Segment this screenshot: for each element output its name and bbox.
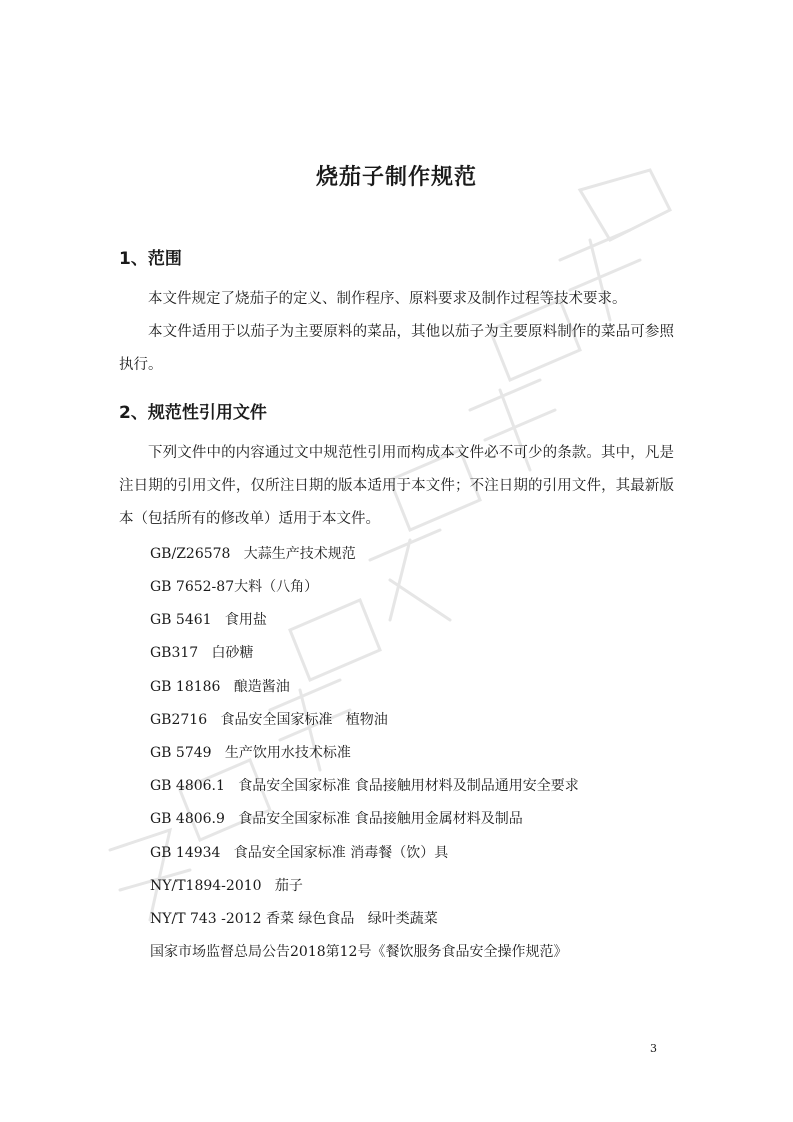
reference-item: GB 5461 食用盐 — [150, 612, 267, 628]
scope-paragraph-2: 本文件适用于以茄子为主要原料的菜品，其他以茄子为主要原料制作的菜品可参照执行。 — [119, 324, 674, 373]
reference-item: GB2716 食品安全国家标准 植物油 — [150, 712, 388, 728]
reference-item: GB317 白砂糖 — [150, 645, 254, 661]
reference-item: NY/T 743 -2012 香菜 绿色食品 绿叶类蔬菜 — [150, 911, 438, 927]
references-intro-paragraph: 下列文件中的内容通过文中规范性引用而构成本文件必不可少的条款。其中，凡是注日期的引用文件，仅所注日期的版本适用于本文件；不注日期的引用文件，其最新版本（包括所有的修改单）适用于本文件。 — [119, 445, 674, 527]
reference-item: GB 18186 酿造酱油 — [150, 679, 290, 695]
scope-paragraph-1: 本文件规定了烧茄子的定义、制作程序、原料要求及制作过程等技术要求。 — [148, 291, 627, 307]
reference-item: GB/Z26578 大蒜生产技术规范 — [150, 546, 356, 562]
reference-item: GB 5749 生产饮用水技术标准 — [150, 745, 351, 761]
page-number: 3 — [650, 1042, 657, 1055]
reference-item: GB 4806.1 食品安全国家标准 食品接触用材料及制品通用安全要求 — [150, 778, 579, 794]
reference-item: GB 7652-87大料（八角） — [150, 579, 319, 595]
section-heading-references: 2、规范性引用文件 — [119, 403, 267, 423]
reference-item: GB 4806.9 食品安全国家标准 食品接触用金属材料及制品 — [150, 811, 523, 827]
reference-item: GB 14934 食品安全国家标准 消毒餐（饮）具 — [150, 845, 449, 861]
document-title: 烧茄子制作规范 — [315, 165, 477, 190]
section-heading-scope: 1、范围 — [119, 249, 182, 269]
reference-item: 国家市场监督总局公告2018第12号《餐饮服务食品安全操作规范》 — [150, 944, 568, 960]
reference-item: NY/T1894-2010 茄子 — [150, 878, 303, 894]
